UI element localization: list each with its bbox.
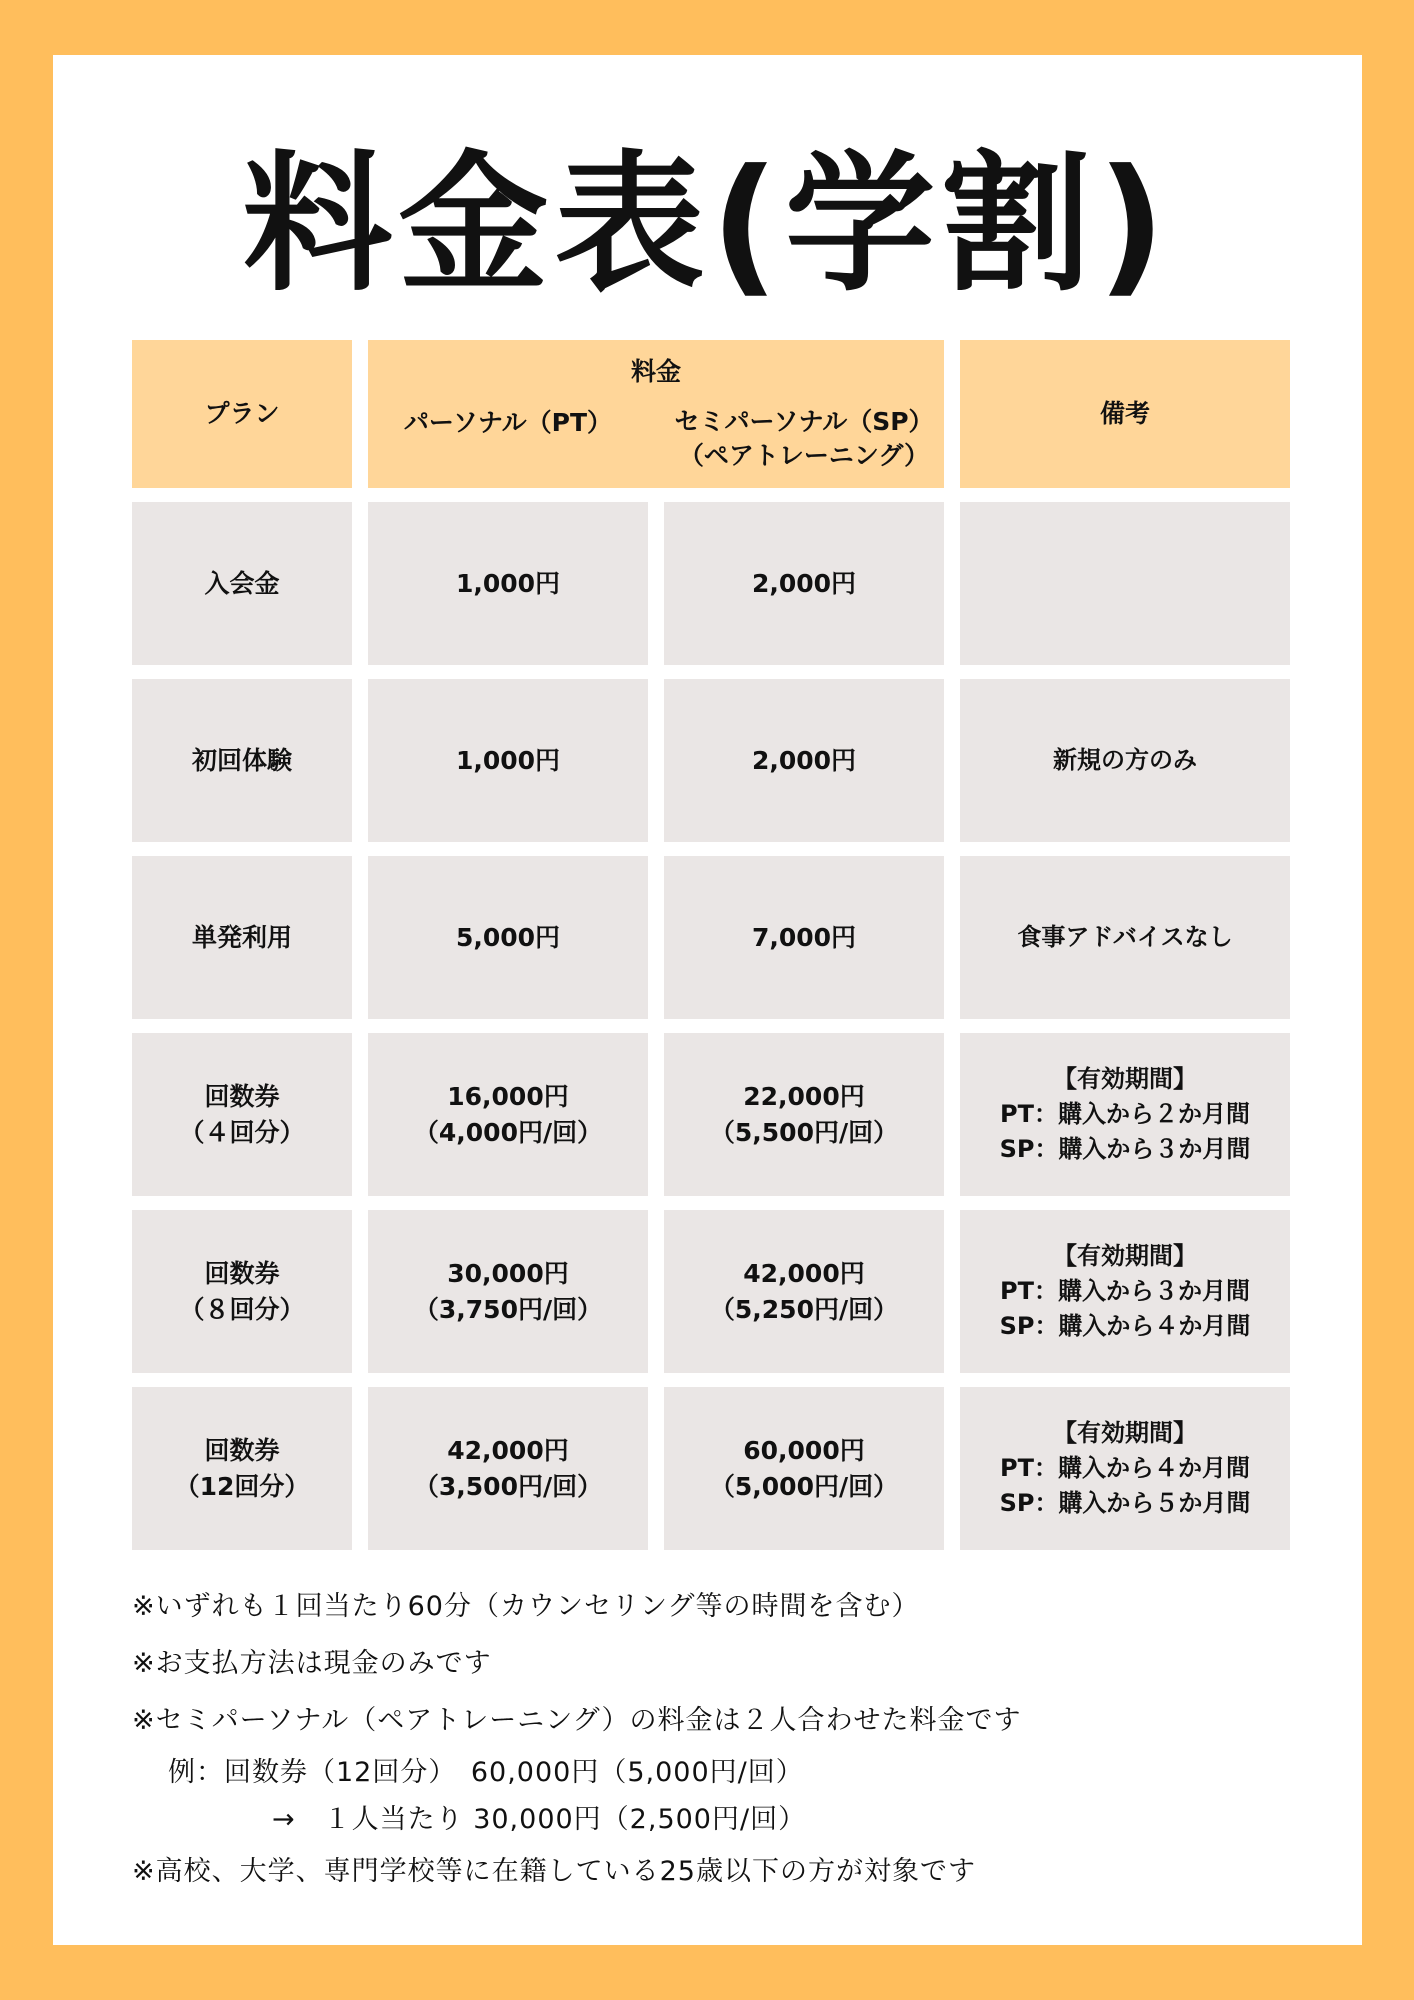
header-fee: [368, 340, 944, 488]
plan-first-trial: 初回体験: [132, 679, 352, 842]
pt-price: 5,000円: [368, 856, 648, 1019]
header-remarks: 備考: [960, 340, 1290, 488]
note-example-line-1: 例：回数券（12回分） 60,000円（5,000円/回）: [168, 1757, 804, 1788]
remark: 【有効期間】 PT：購入から２か月間 SP：購入から３か月間: [960, 1033, 1290, 1196]
header-plan: プラン: [132, 340, 352, 488]
note-payment: ※お支払方法は現金のみです: [132, 1648, 492, 1679]
pt-price: 1,000円: [368, 679, 648, 842]
remark: [960, 502, 1290, 665]
pt-price: 30,000円 （3,750円/回）: [368, 1210, 648, 1373]
page-title: 料金表(学割): [242, 138, 1172, 312]
remark: 食事アドバイスなし: [960, 856, 1290, 1019]
remark: 【有効期間】 PT：購入から４か月間 SP：購入から５か月間: [960, 1387, 1290, 1550]
remark: 新規の方のみ: [960, 679, 1290, 842]
sp-price: 42,000円 （5,250円/回）: [664, 1210, 944, 1373]
sp-price: 2,000円: [664, 502, 944, 665]
price-table: [132, 340, 1290, 1552]
header-personal: パーソナル（PT）: [403, 408, 613, 437]
plan-ticket-4: 回数券 （４回分）: [132, 1033, 352, 1196]
plan-entry-fee: 入会金: [132, 502, 352, 665]
footnotes: [132, 1578, 1292, 1900]
plan-ticket-12: 回数券 （12回分）: [132, 1387, 352, 1550]
header-fee-title: 料金: [630, 357, 681, 386]
note-duration: ※いずれも１回当たり60分（カウンセリング等の時間を含む）: [132, 1591, 920, 1622]
pt-price: 16,000円 （4,000円/回）: [368, 1033, 648, 1196]
sp-price: 22,000円 （5,500円/回）: [664, 1033, 944, 1196]
sp-price: 7,000円: [664, 856, 944, 1019]
plan-ticket-8: 回数券 （８回分）: [132, 1210, 352, 1373]
note-pair-fee: ※セミパーソナル（ペアトレーニング）の料金は２人合わせた料金です: [132, 1705, 1022, 1736]
pt-price: 1,000円: [368, 502, 648, 665]
sp-price: 2,000円: [664, 679, 944, 842]
sp-price: 60,000円 （5,000円/回）: [664, 1387, 944, 1550]
note-eligibility: ※高校、大学、専門学校等に在籍している25歳以下の方が対象です: [132, 1856, 976, 1887]
pt-price: 42,000円 （3,500円/回）: [368, 1387, 648, 1550]
note-example-line-2: → １人当たり 30,000円（2,500円/回）: [272, 1804, 807, 1835]
header-semi-personal: セミパーソナル（SP） （ペアトレーニング）: [674, 407, 934, 470]
remark: 【有効期間】 PT：購入から３か月間 SP：購入から４か月間: [960, 1210, 1290, 1373]
plan-single-use: 単発利用: [132, 856, 352, 1019]
